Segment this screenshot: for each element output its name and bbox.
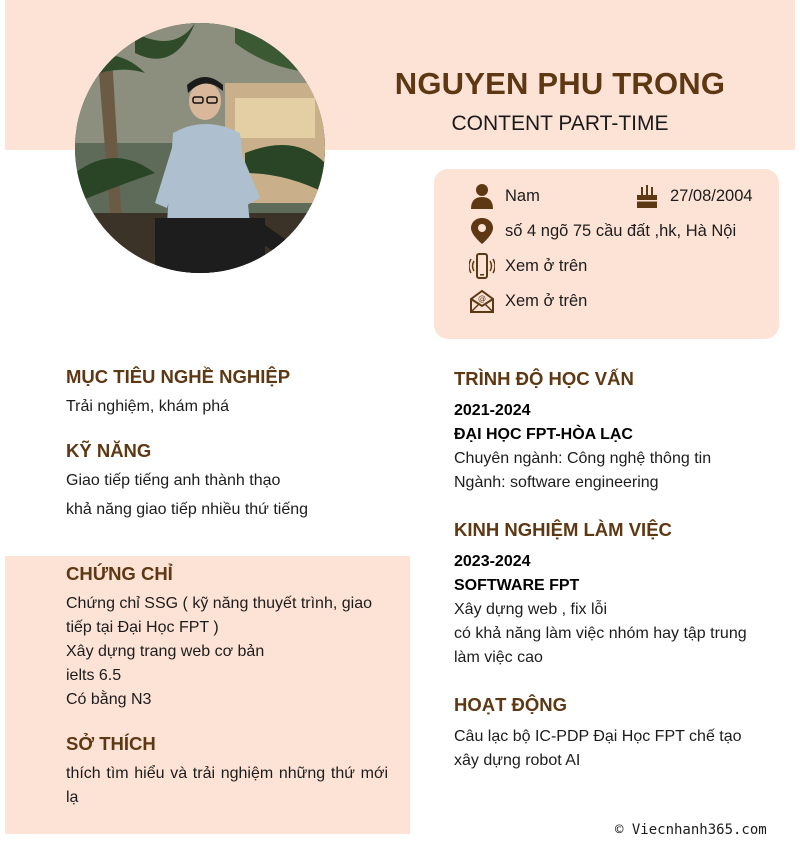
certificate-item: ielts 6.5 bbox=[66, 667, 122, 684]
experience-title: KINH NGHIỆM LÀM VIỆC bbox=[454, 519, 672, 540]
certificate-item: Chứng chỉ SSG ( kỹ năng thuyết trình, giao tiếp tại Đại Học FPT ) bbox=[66, 595, 372, 636]
birthday-cake-icon bbox=[634, 183, 660, 209]
address-row bbox=[469, 218, 736, 244]
education-title: TRÌNH ĐỘ HỌC VẤN bbox=[454, 368, 634, 389]
avatar bbox=[75, 23, 325, 273]
experience-period: 2023-2024 bbox=[454, 553, 531, 570]
education-major: Chuyên ngành: Công nghệ thông tin bbox=[454, 450, 712, 467]
activities-text: Câu lạc bộ IC-PDP Đại Học FPT chế tạo xây dựng robot AI bbox=[454, 728, 742, 769]
email-value: Xem ở trên bbox=[505, 291, 588, 310]
job-title: CONTENT PART-TIME bbox=[451, 112, 669, 135]
skill-item: Giao tiếp tiếng anh thành thạo bbox=[66, 472, 281, 489]
email-icon bbox=[469, 288, 495, 314]
hobbies-text: thích tìm hiểu và trải nghiệm những thứ mới lạ bbox=[66, 765, 388, 806]
candidate-name: NGUYEN PHU TRONG bbox=[394, 66, 726, 101]
contact-card bbox=[434, 169, 779, 339]
email-row bbox=[469, 288, 587, 314]
skills-title: KỸ NĂNG bbox=[66, 440, 152, 461]
experience-duty: Xây dựng web , fix lỗi bbox=[454, 601, 608, 618]
activities-title: HOẠT ĐỘNG bbox=[454, 694, 568, 715]
gender-row bbox=[469, 183, 540, 209]
certificate-item: Có bằng N3 bbox=[66, 691, 152, 708]
phone-icon bbox=[469, 253, 495, 279]
phone-value: Xem ở trên bbox=[505, 256, 588, 275]
footer-credit: © Viecnhanh365.com bbox=[615, 822, 767, 838]
birthdate-value: 27/08/2004 bbox=[670, 186, 753, 205]
certificates-title: CHỨNG CHỈ bbox=[66, 563, 173, 584]
education-field: Ngành: software engineering bbox=[454, 474, 659, 491]
objective-text: Trải nghiệm, khám phá bbox=[66, 398, 230, 415]
experience-company: SOFTWARE FPT bbox=[454, 577, 580, 594]
phone-row bbox=[469, 253, 587, 279]
birthdate-row bbox=[634, 183, 753, 209]
location-pin-icon bbox=[469, 218, 495, 244]
education-school: ĐẠI HỌC FPT-HÒA LẠC bbox=[454, 426, 633, 443]
hobbies-title: SỞ THÍCH bbox=[66, 733, 156, 754]
skill-item: khả năng giao tiếp nhiều thứ tiếng bbox=[66, 501, 309, 518]
gender-value: Nam bbox=[505, 186, 540, 205]
address-value: số 4 ngõ 75 cầu đất ,hk, Hà Nội bbox=[505, 221, 737, 240]
svg-text:@: @ bbox=[478, 294, 486, 303]
experience-duty: có khả năng làm việc nhóm hay tập trung làm việc cao bbox=[454, 625, 747, 666]
certificate-item: Xây dựng trang web cơ bản bbox=[66, 643, 265, 660]
person-icon bbox=[469, 183, 495, 209]
objective-title: MỤC TIÊU NGHỀ NGHIỆP bbox=[66, 366, 291, 387]
education-period: 2021-2024 bbox=[454, 402, 531, 419]
